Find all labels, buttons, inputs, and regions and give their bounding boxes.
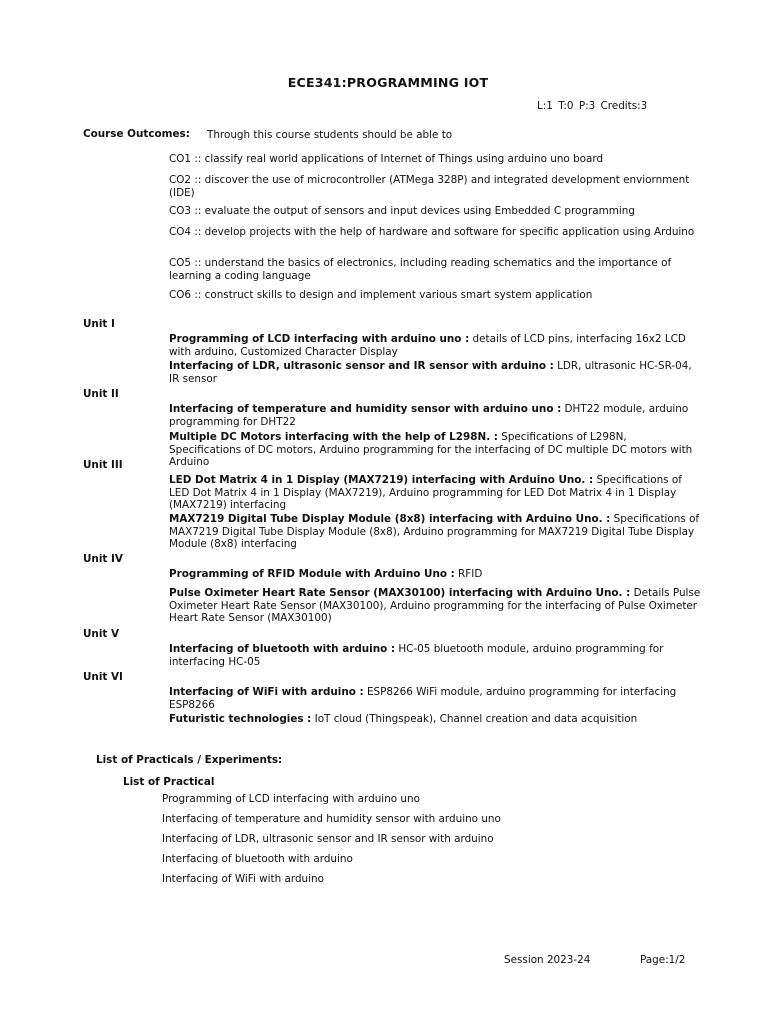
practicals-title: List of Practicals / Experiments: xyxy=(96,754,283,766)
topic-detail: HC-05 bluetooth module, arduino programming for interfacing HC-05 xyxy=(169,643,664,668)
practical-item: Interfacing of WiFi with arduino xyxy=(162,873,324,885)
course-outcome-1: CO1 :: classify real world applications of Internet of Things using arduino uno board xyxy=(169,153,604,165)
unit-topic xyxy=(169,686,701,711)
unit-label: Unit VI xyxy=(83,671,123,683)
course-outcomes-intro: Through this course students should be able to xyxy=(207,129,453,141)
topic-detail: ESP8266 WiFi module, arduino programming for interfacing ESP8266 xyxy=(169,686,677,711)
unit-topic xyxy=(169,568,701,581)
course-outcome-6: CO6 :: construct skills to design and implement various smart system application xyxy=(169,289,593,301)
topic-detail: details of LCD pins, interfacing 16x2 LCD with arduino, Customized Character Display xyxy=(169,333,686,358)
topic-detail: IoT cloud (Thingspeak), Channel creation and data acquisition xyxy=(311,713,638,725)
topic-detail: RFID xyxy=(454,568,483,580)
course-outcome-4: CO4 :: develop projects with the help of hardware and software for specific application using Arduino xyxy=(169,226,695,238)
course-outcomes-label: Course Outcomes: xyxy=(83,128,190,140)
session-footer: Session 2023-24 xyxy=(504,954,591,966)
topic-heading: Interfacing of temperature and humidity sensor with arduino uno : xyxy=(169,403,562,415)
credits-line: L:1 T:0 P:3 Credits:3 xyxy=(537,100,648,112)
practical-item: Interfacing of LDR, ultrasonic sensor and IR sensor with arduino xyxy=(162,833,494,845)
course-title: ECE341:PROGRAMMING IOT xyxy=(287,75,489,90)
page-number: Page:1/2 xyxy=(640,954,686,966)
topic-detail: DHT22 module, arduino programming for DHT22 xyxy=(169,403,689,428)
unit-topic xyxy=(169,360,701,385)
unit-topic xyxy=(169,474,701,512)
topic-detail: LDR, ultrasonic HC-SR-04, IR sensor xyxy=(169,360,692,385)
course-outcome-2: CO2 :: discover the use of microcontroller (ATMega 328P) and integrated development enviornment (IDE) xyxy=(169,174,690,199)
unit-topic xyxy=(169,713,701,726)
practicals-subtitle: List of Practical xyxy=(123,776,215,788)
topic-detail: Details Pulse Oximeter Heart Rate Sensor (MAX30100), Arduino programming for the interfacing of Pulse Oximeter Heart Rate Sensor (MAX30100) xyxy=(169,587,701,625)
unit-label: Unit II xyxy=(83,388,119,400)
practical-item: Interfacing of bluetooth with arduino xyxy=(162,853,353,865)
course-outcome-5: CO5 :: understand the basics of electronics, including reading schematics and the importance of learning a coding language xyxy=(169,257,672,282)
unit-topic xyxy=(169,513,701,551)
unit-topic xyxy=(169,587,701,625)
topic-heading: Interfacing of WiFi with arduino : xyxy=(169,686,364,698)
topic-heading: Interfacing of LDR, ultrasonic sensor and IR sensor with arduino : xyxy=(169,360,554,372)
topic-heading: Futuristic technologies : xyxy=(169,713,312,725)
unit-topic xyxy=(169,403,701,428)
topic-heading: Multiple DC Motors interfacing with the help of L298N. : xyxy=(169,431,498,443)
unit-label: Unit III xyxy=(83,459,123,471)
topic-heading: LED Dot Matrix 4 in 1 Display (MAX7219) interfacing with Arduino Uno. : xyxy=(169,474,594,486)
topic-detail: Specifications of LED Dot Matrix 4 in 1 Display (MAX7219), Arduino programming for LED Dot Matrix 4 in 1 Display (MAX7219) interfacing xyxy=(169,474,682,512)
course-outcome-3: CO3 :: evaluate the output of sensors and input devices using Embedded C programming xyxy=(169,205,635,217)
unit-label: Unit I xyxy=(83,318,115,330)
unit-topic xyxy=(169,643,701,668)
unit-label: Unit IV xyxy=(83,553,123,565)
unit-label: Unit V xyxy=(83,628,120,640)
practical-item: Interfacing of temperature and humidity sensor with arduino uno xyxy=(162,813,501,825)
unit-topic xyxy=(169,333,701,358)
topic-heading: Programming of LCD interfacing with arduino uno : xyxy=(169,333,470,345)
topic-heading: Interfacing of bluetooth with arduino : xyxy=(169,643,396,655)
topic-heading: Programming of RFID Module with Arduino Uno : xyxy=(169,568,455,580)
topic-detail: Specifications of MAX7219 Digital Tube Display Module (8x8), Arduino programming for MAX7219 Digital Tube Display Module (8x8) interfacing xyxy=(169,513,700,551)
unit-topic xyxy=(169,431,701,469)
topic-detail: Specifications of L298N, Specifications of DC motors, Arduino programming for the interfacing of DC multiple DC motors with Arduino xyxy=(169,431,693,469)
topic-heading: Pulse Oximeter Heart Rate Sensor (MAX30100) interfacing with Arduino Uno. : xyxy=(169,587,631,599)
practical-item: Programming of LCD interfacing with arduino uno xyxy=(162,793,420,805)
topic-heading: MAX7219 Digital Tube Display Module (8x8) interfacing with Arduino Uno. : xyxy=(169,513,611,525)
